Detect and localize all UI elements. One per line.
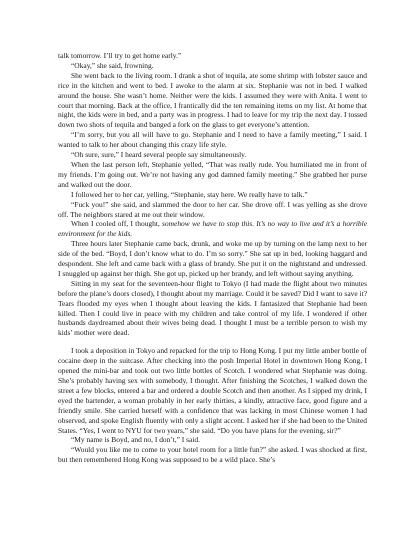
text-run: “Would you like me to come to your hotel room for a little fun?” she asked. I was shocked at first, but then remembered Hong Kong was supposed to be a wild place. She’s	[58, 445, 367, 465]
paragraph	[58, 150, 367, 160]
paragraph	[58, 61, 367, 71]
text-run: “Fuck you!” she said, and slammed the door to her car. She drove off. I was yelling as she drove off. The neighbors stared at me out their window.	[58, 199, 367, 219]
paragraph	[58, 219, 367, 239]
paragraph	[58, 160, 367, 190]
paragraph	[58, 130, 367, 150]
text-run: I took a deposition in Tokyo and repacked for the trip to Hong Kong. I put my little amber bottle of cocaine deep in the suitcase. After checking into the posh Imperial Hotel in downtown Hong Kong, I opened the mini-bar and took out two little bottles of Scotch. I wondered what Stephanie was doing. She’s probably having sex with somebody, I thought. After finishing the Scotches, I walked down the street a few blocks, entered a bar and ordered a double Scotch and then another. As I sipped my drink, I eyed the bartender, a woman probably in her early thirties, a kindly, attractive face, good figure and a friendly smile. She carried herself with a confidence that was lacking in most Chinese women I had observed, and spoke English fluently with only a slight accent. I asked her if she had been to the United States. “Yes, I went to NYU for two years,” she said. “Do you have plans for the evening, sir?”	[58, 346, 367, 435]
paragraph	[58, 190, 367, 200]
italic-thought: somehow we have to stop this. It’s no way to live and it’s a horrible environment for the kids.	[58, 219, 367, 239]
body-text	[58, 51, 367, 465]
text-run: “I’m sorry, but you all will have to go. Stephanie and I need to have a family meeting,” I said. I wanted to talk to her about changing this crazy life style.	[58, 130, 367, 150]
text-run: When I cooled off, I thought,	[71, 219, 163, 229]
paragraph	[58, 51, 367, 61]
text-run: “Okay,” she said, frowning.	[71, 60, 154, 70]
paragraph	[58, 445, 367, 465]
text-run: When the last person left, Stephanie yelled, “That was really rude. You humiliated me in front of my friends. I’m going out. We’re not having any god damned family meeting.” She grabbed her purse and walked out the door.	[58, 159, 367, 189]
paragraph	[58, 279, 367, 338]
text-run: Sitting in my seat for the seventeen-hour flight to Tokyo (I had made the flight about two minutes before the plane’s doors closed), I thought about my marriage. Could it be saved? Did I want to save it? Tears flooded my eyes when I thought about leaving the kids. I fantasized that Stephanie had been killed. Then I could live in peace with my children and take control of my life. I wondered if other husbands daydreamed about their wives being dead. I thought I must be a terrible person to wish my kids’ mother were dead.	[58, 278, 367, 338]
text-run: “Oh sure, sure,” I heard several people say simultaneously.	[71, 150, 247, 160]
paragraph	[58, 71, 367, 130]
paragraph	[58, 239, 367, 279]
text-run: She went back to the living room. I drank a shot of tequila, ate some shrimp with lobster sauce and rice in the kitchen and went to bed. I awoke to the alarm at six. Stephanie was not in bed. I walked around the house. She wasn’t home. Neither were the kids. I assumed they were with Anita. I went to court that morning. Back at the office, I frantically did the ten remaining items on my list. At home that night, the kids were in bed, and a party was in progress. I had to leave for my trip the next day. I tossed down two shots of tequila and banged a fork on the glass to get everyone’s attention.	[58, 70, 367, 130]
text-run: I followed her to her car, yelling, “Stephanie, stay here. We really have to talk.”	[71, 189, 308, 199]
paragraph	[58, 346, 367, 435]
text-run: “My name is Boyd, and no, I don’t,” I said.	[71, 435, 200, 445]
paragraph	[58, 200, 367, 220]
text-run: Three hours later Stephanie came back, drunk, and woke me up by turning on the lamp next to her side of the bed. “Boyd, I don’t know what to do. I’m so sorry.” She sat up in bed, looking haggard and despondent. She left and came back with a glass of brandy. She put it on the nightstand and undressed. I snuggled up against her thigh. She got up, picked up her brandy, and left without saying anything.	[58, 239, 367, 278]
paragraph	[58, 435, 367, 445]
text-run: talk tomorrow. I’ll try to get home early.”	[58, 51, 182, 60]
